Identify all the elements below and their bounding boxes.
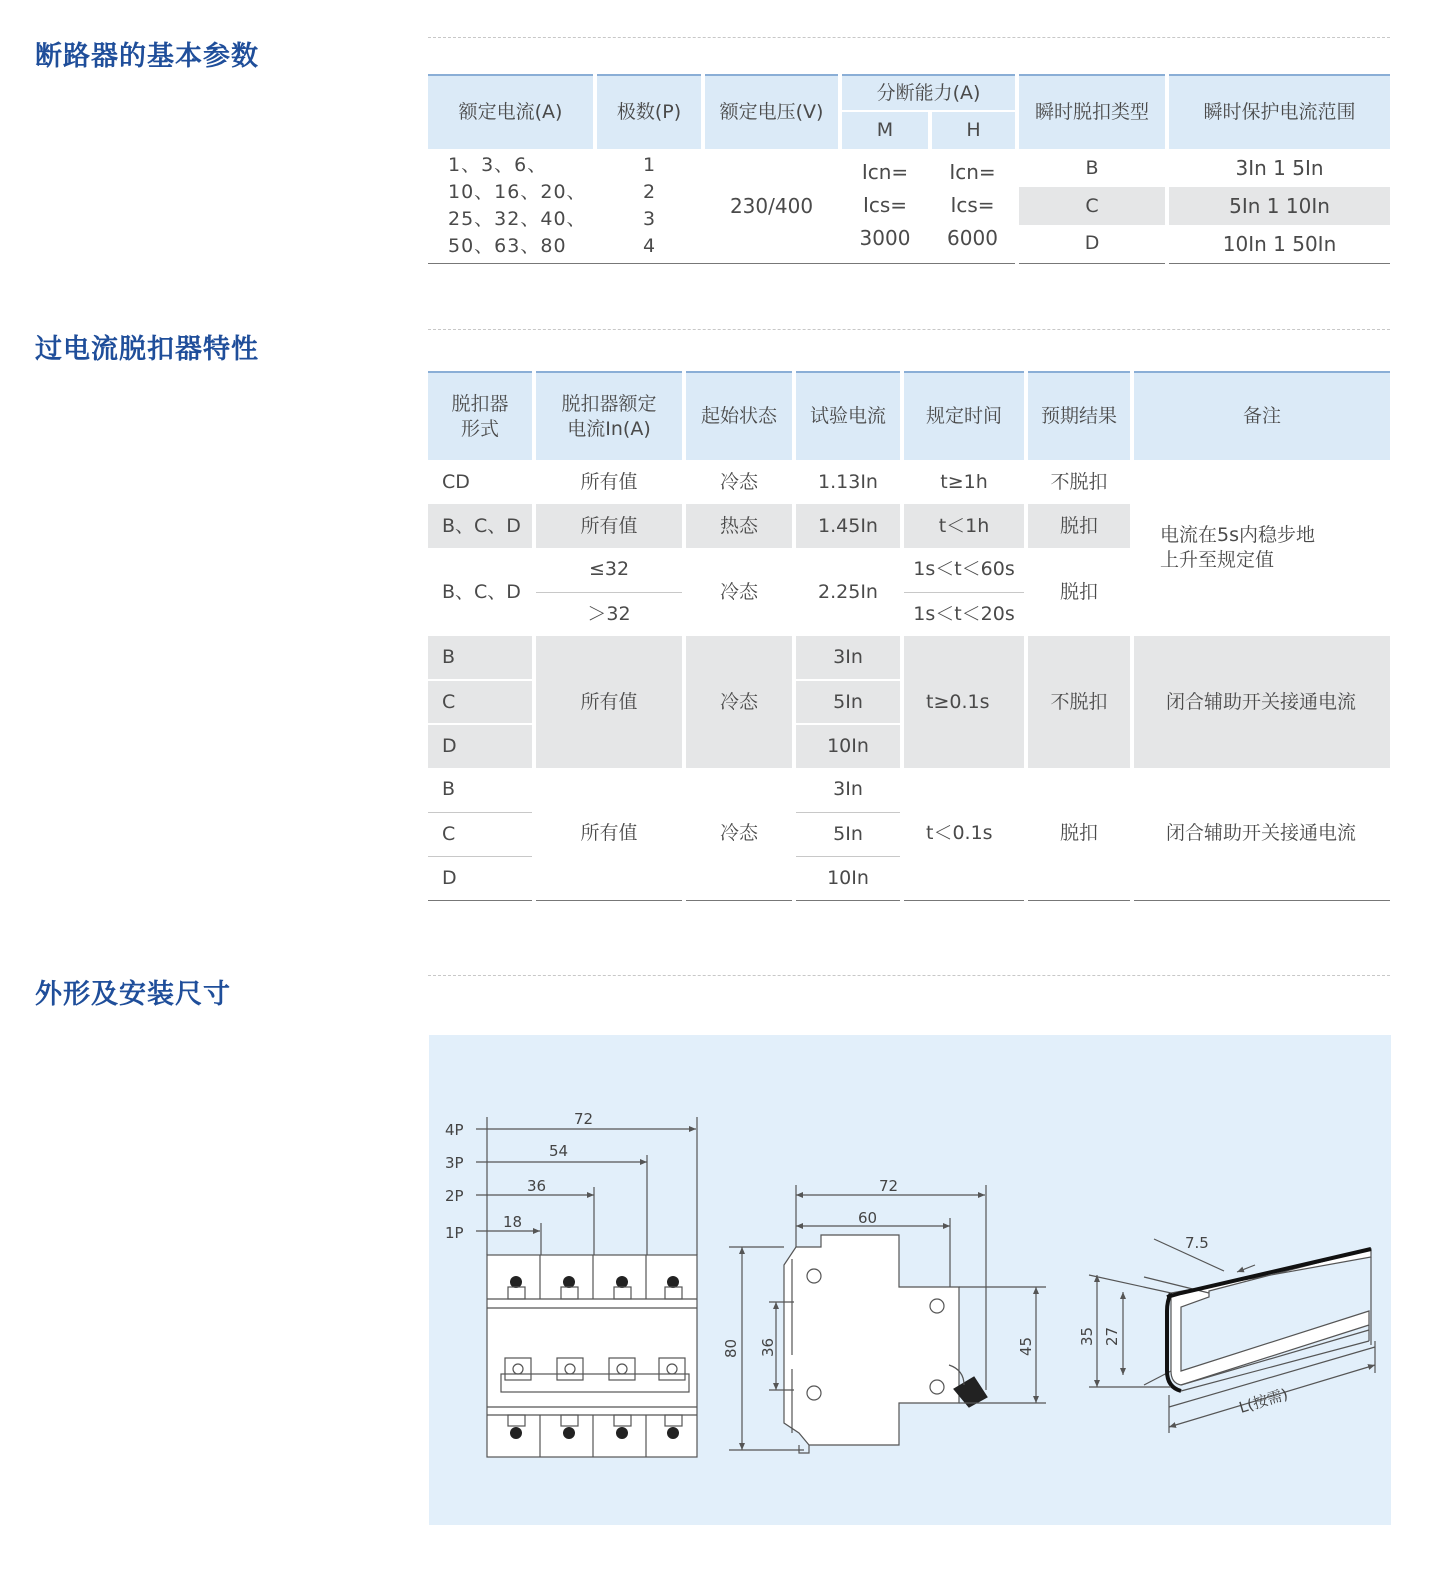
row1-state: 冷态 [684, 460, 794, 504]
row3-rated-high: ＞32 [534, 592, 684, 636]
g4-remark: 闭合辅助开关接通电流 [1132, 636, 1390, 768]
row2-result: 脱扣 [1026, 504, 1132, 548]
g5-rated: 所有值 [534, 768, 684, 900]
side-height-80: 80 [722, 1338, 740, 1358]
remark-ramp: 电流在5s内稳步地 上升至规定值 [1132, 460, 1390, 636]
dashed-divider [428, 975, 1390, 976]
header-trip-rated: 脱扣器额定 电流In(A) [534, 372, 684, 460]
g4-current-5in: 5In [794, 680, 902, 724]
header-initial-state: 起始状态 [684, 372, 794, 460]
g4-result: 不脱扣 [1026, 636, 1132, 768]
breaking-h-value: Icn= Ics= 6000 [930, 149, 1017, 263]
trip-range-b: 3In 1 5In [1167, 149, 1390, 187]
g5-form-c: C [428, 812, 534, 856]
width-label-72: 72 [574, 1110, 594, 1128]
trip-range-c: 5In 1 10In [1167, 187, 1390, 225]
side-width-60: 60 [858, 1209, 878, 1227]
dashed-divider [428, 329, 1390, 330]
g4-current-10in: 10In [794, 724, 902, 768]
row2-form: B、C、D [428, 504, 534, 548]
overcurrent-table [428, 371, 1390, 901]
side-view-breaker [729, 1185, 1046, 1453]
row3-time-low: 1s＜t＜60s [902, 548, 1026, 592]
section-title-overcurrent: 过电流脱扣器特性 [35, 334, 259, 365]
rail-height-35: 35 [1078, 1326, 1096, 1346]
width-label-36: 36 [527, 1177, 547, 1195]
row3-result: 脱扣 [1026, 548, 1132, 636]
poles-value: 1 2 3 4 [595, 149, 703, 263]
dimension-drawing [429, 1035, 1391, 1525]
g5-form-b: B [428, 768, 534, 812]
side-height-45: 45 [1017, 1336, 1035, 1356]
header-remarks: 备注 [1132, 372, 1390, 460]
header-trip-type: 瞬时脱扣类型 [1017, 75, 1167, 149]
side-width-72: 72 [879, 1177, 899, 1195]
row3-rated-low: ≤32 [534, 548, 684, 592]
trip-type-c: C [1017, 187, 1167, 225]
rated-voltage-value: 230/400 [703, 149, 840, 263]
din-rail [1089, 1239, 1375, 1433]
header-h: H [930, 111, 1017, 149]
g5-result: 脱扣 [1026, 768, 1132, 900]
header-test-current: 试验电流 [794, 372, 902, 460]
trip-type-b: B [1017, 149, 1167, 187]
row2-current: 1.45In [794, 504, 902, 548]
rail-length-label: L(按需) [1236, 1384, 1291, 1417]
g5-current-10in: 10In [794, 856, 902, 900]
trip-range-d: 10In 1 50In [1167, 225, 1390, 263]
dashed-divider [428, 37, 1390, 38]
header-expected-result: 预期结果 [1026, 372, 1132, 460]
g5-state: 冷态 [684, 768, 794, 900]
basic-params-table [428, 74, 1390, 264]
rail-inner-27: 27 [1103, 1326, 1121, 1346]
g4-current-3in: 3In [794, 636, 902, 680]
front-view-breaker [476, 1117, 697, 1457]
pole-label-4p: 4P [445, 1121, 464, 1139]
trip-type-d: D [1017, 225, 1167, 263]
row1-result: 不脱扣 [1026, 460, 1132, 504]
row1-time: t≥1h [902, 460, 1026, 504]
header-breaking-capacity: 分断能力(A) [840, 75, 1017, 111]
width-label-54: 54 [549, 1142, 569, 1160]
row1-form: CD [442, 470, 470, 493]
g5-current-5in: 5In [794, 812, 902, 856]
row1-current: 1.13In [794, 460, 902, 504]
section-title-basic-params: 断路器的基本参数 [35, 41, 259, 72]
row2-state: 热态 [684, 504, 794, 548]
pole-label-3p: 3P [445, 1154, 464, 1172]
rail-flange-7-5: 7.5 [1185, 1234, 1209, 1252]
g4-form-d: D [428, 724, 534, 768]
g4-state: 冷态 [684, 636, 794, 768]
pole-label-2p: 2P [445, 1187, 464, 1205]
header-rated-current: 额定电流(A) [428, 75, 595, 149]
g4-time: t≥0.1s [902, 636, 1026, 768]
g4-form-b: B [428, 636, 534, 680]
side-height-36: 36 [759, 1337, 777, 1357]
g5-current-3in: 3In [794, 768, 902, 812]
g5-time: t＜0.1s [902, 768, 1026, 900]
header-m: M [840, 111, 930, 149]
header-poles: 极数(P) [595, 75, 703, 149]
row3-time-high: 1s＜t＜20s [902, 592, 1026, 636]
row3-form: B、C、D [442, 580, 521, 603]
g4-form-c: C [428, 680, 534, 724]
row1-rated: 所有值 [534, 460, 684, 504]
pole-label-1p: 1P [445, 1224, 464, 1242]
breaking-m-value: Icn= Ics= 3000 [840, 149, 930, 263]
row3-state: 冷态 [684, 548, 794, 636]
header-trip-range: 瞬时保护电流范围 [1167, 75, 1390, 149]
row2-rated: 所有值 [534, 504, 684, 548]
width-label-18: 18 [503, 1213, 523, 1231]
row2-time: t＜1h [902, 504, 1026, 548]
g4-rated: 所有值 [534, 636, 684, 768]
g5-remark: 闭合辅助开关接通电流 [1132, 768, 1390, 900]
header-trip-form: 脱扣器 形式 [428, 372, 534, 460]
header-rated-voltage: 额定电压(V) [703, 75, 840, 149]
row3-current: 2.25In [794, 548, 902, 636]
rated-current-value: 1、3、6、 10、16、20、 25、32、40、 50、63、80 [428, 149, 595, 263]
g5-form-d: D [428, 856, 534, 900]
dimension-drawing-panel [429, 1035, 1391, 1525]
header-specified-time: 规定时间 [902, 372, 1026, 460]
section-title-dimensions: 外形及安装尺寸 [35, 979, 231, 1010]
